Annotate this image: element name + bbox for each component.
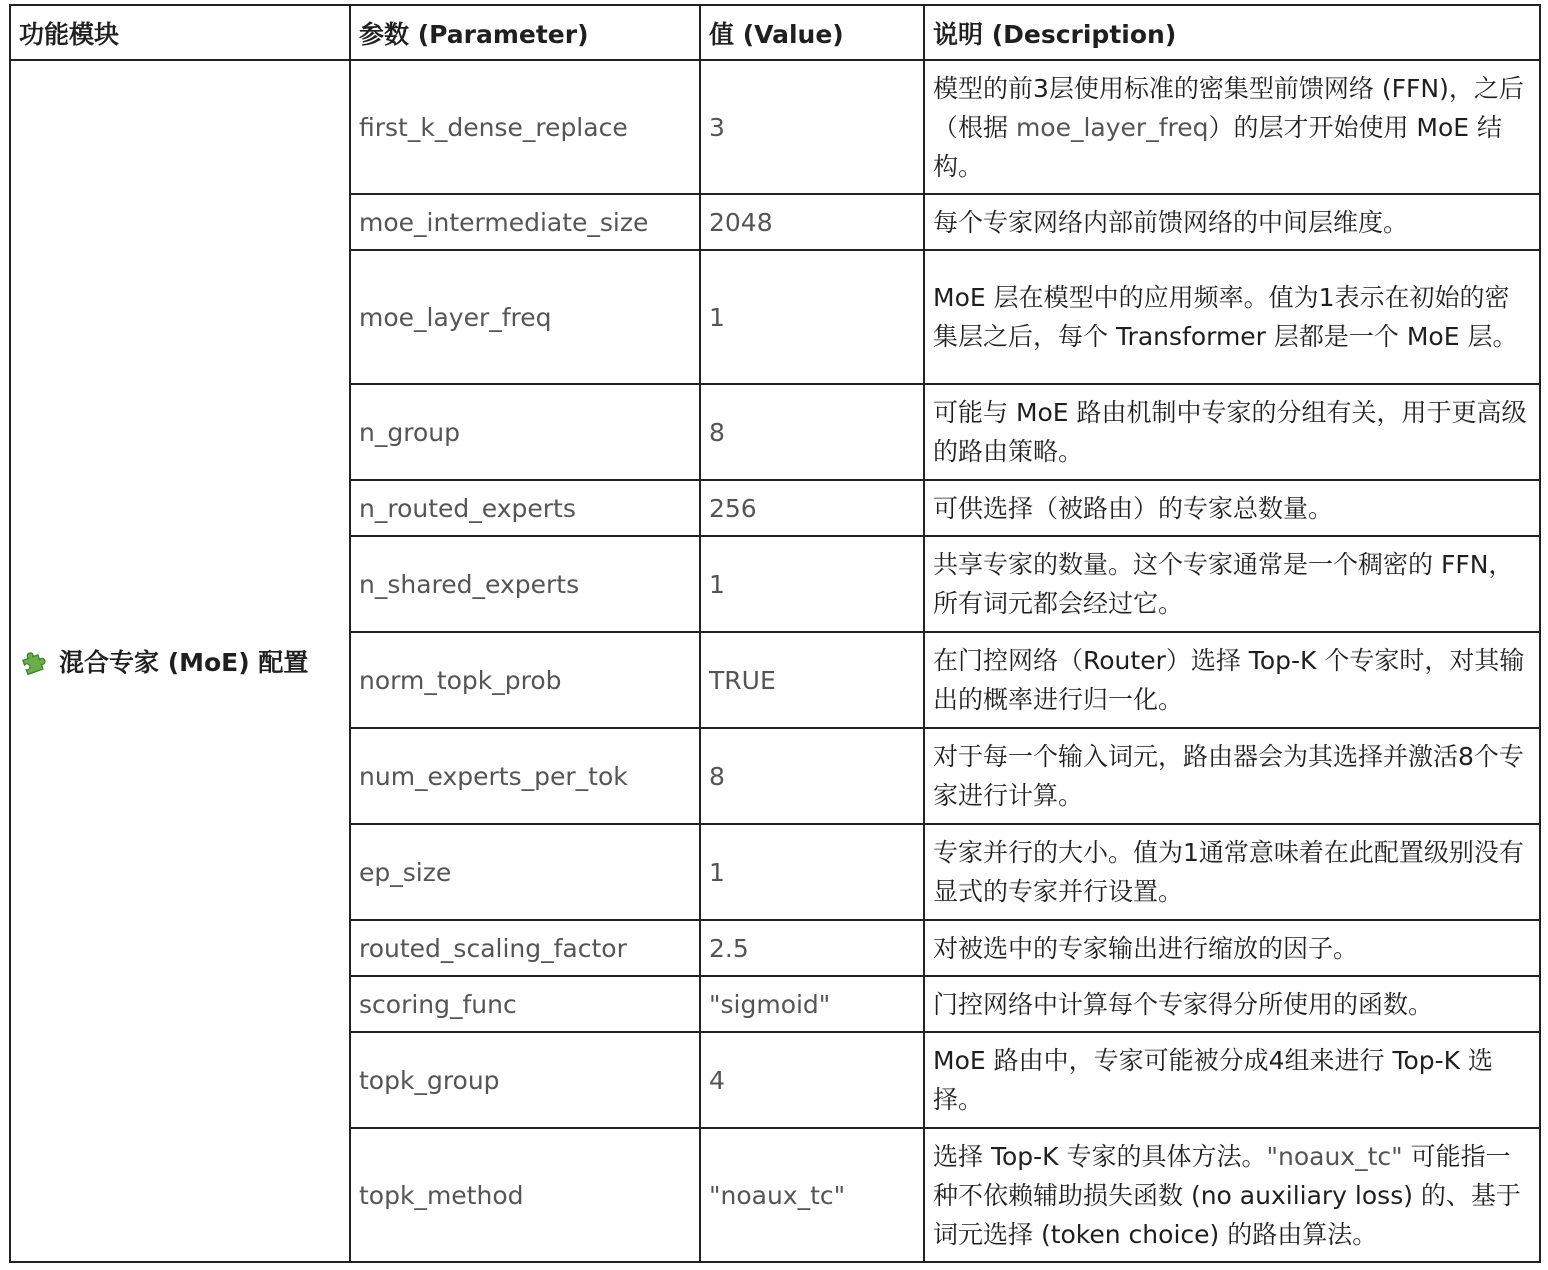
- param-cell: n_group: [350, 384, 700, 480]
- value-cell: "noaux_tc": [700, 1128, 924, 1262]
- table-container: [9, 4, 1541, 1263]
- param-cell: norm_topk_prob: [350, 632, 700, 728]
- value-cell: 256: [700, 480, 924, 536]
- inline-code: moe_layer_freq: [1015, 112, 1209, 142]
- value-cell: 8: [700, 728, 924, 824]
- param-cell: n_routed_experts: [350, 480, 700, 536]
- param-cell: num_experts_per_tok: [350, 728, 700, 824]
- param-cell: topk_group: [350, 1032, 700, 1128]
- description-cell: MoE 层在模型中的应用频率。值为1表示在初始的密集层之后，每个 Transformer 层都是一个 MoE 层。: [924, 250, 1540, 384]
- description-cell: MoE 路由中，专家可能被分成4组来进行 Top-K 选择。: [924, 1032, 1540, 1128]
- description-cell: 可供选择（被路由）的专家总数量。: [924, 480, 1540, 536]
- value-cell: 1: [700, 824, 924, 920]
- description-cell: 专家并行的大小。值为1通常意味着在此配置级别没有显式的专家并行设置。: [924, 824, 1540, 920]
- value-cell: 8: [700, 384, 924, 480]
- header-description: 说明 (Description): [924, 5, 1540, 60]
- param-cell: routed_scaling_factor: [350, 920, 700, 976]
- table-row: [10, 60, 1540, 194]
- header-parameter: 参数 (Parameter): [350, 5, 700, 60]
- value-cell: 3: [700, 60, 924, 194]
- description-cell: [924, 60, 1540, 194]
- description-cell: 在门控网络（Router）选择 Top-K 个专家时，对其输出的概率进行归一化。: [924, 632, 1540, 728]
- value-cell: 1: [700, 250, 924, 384]
- value-cell: "sigmoid": [700, 976, 924, 1032]
- description-cell: 对于每一个输入词元，路由器会为其选择并激活8个专家进行计算。: [924, 728, 1540, 824]
- value-cell: 2048: [700, 194, 924, 250]
- value-cell: 4: [700, 1032, 924, 1128]
- header-row: [10, 5, 1540, 60]
- description-cell: 对被选中的专家输出进行缩放的因子。: [924, 920, 1540, 976]
- param-cell: moe_intermediate_size: [350, 194, 700, 250]
- description-cell: 可能与 MoE 路由机制中专家的分组有关，用于更高级的路由策略。: [924, 384, 1540, 480]
- description-cell: [924, 1128, 1540, 1262]
- value-cell: 1: [700, 536, 924, 632]
- description-cell: 门控网络中计算每个专家得分所使用的函数。: [924, 976, 1540, 1032]
- param-cell: moe_layer_freq: [350, 250, 700, 384]
- module-cell: [10, 60, 350, 1262]
- param-cell: first_k_dense_replace: [350, 60, 700, 194]
- param-cell: scoring_func: [350, 976, 700, 1032]
- description-cell: 共享专家的数量。这个专家通常是一个稠密的 FFN，所有词元都会经过它。: [924, 536, 1540, 632]
- module-label: 混合专家 (MoE) 配置: [59, 648, 309, 677]
- inline-code: "noaux_tc": [1266, 1141, 1403, 1171]
- puzzle-piece-icon: [19, 648, 47, 676]
- param-cell: ep_size: [350, 824, 700, 920]
- description-text: 模型的前3层使用标准的密集型前馈网络 (FFN)，之后（根据: [933, 73, 1524, 142]
- value-cell: 2.5: [700, 920, 924, 976]
- value-cell: TRUE: [700, 632, 924, 728]
- description-cell: 每个专家网络内部前馈网络的中间层维度。: [924, 194, 1540, 250]
- description-text: 可能指一种不依赖辅助损失函数 (no auxiliary loss) 的、基于词元选择 (token choice) 的路由算法。: [933, 1141, 1521, 1249]
- header-module: 功能模块: [10, 5, 350, 60]
- param-cell: n_shared_experts: [350, 536, 700, 632]
- moe-config-table: [9, 4, 1541, 1263]
- param-cell: topk_method: [350, 1128, 700, 1262]
- description-text: ）的层才开始使用 MoE 结构。: [933, 112, 1503, 181]
- description-text: 选择 Top-K 专家的具体方法。: [933, 1141, 1267, 1171]
- header-value: 值 (Value): [700, 5, 924, 60]
